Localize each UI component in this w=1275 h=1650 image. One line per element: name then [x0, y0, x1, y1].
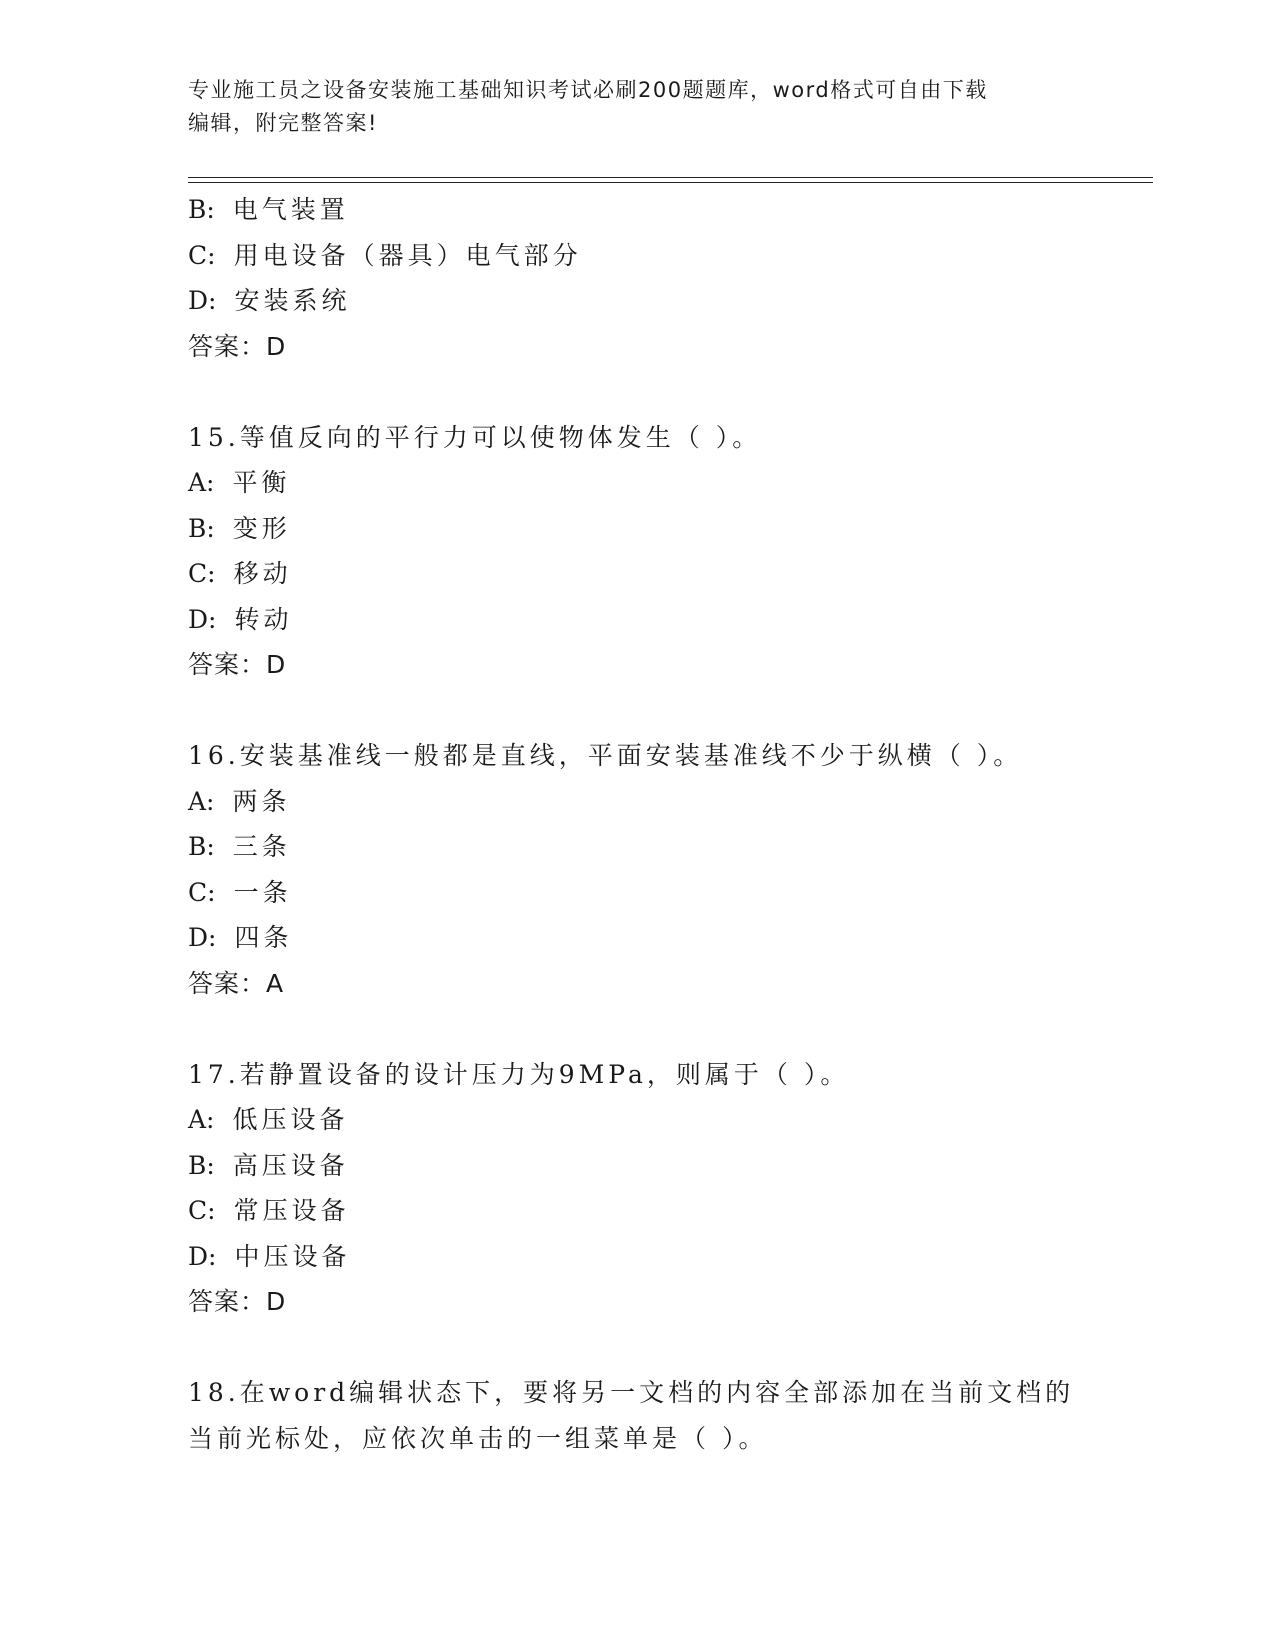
option-d — [188, 597, 1148, 643]
option-letter: D: — [188, 1241, 217, 1271]
question-text: 17.若静置设备的设计压力为9MPa，则属于（ ）。 — [188, 1059, 850, 1089]
option-letter: D: — [188, 604, 217, 634]
header-line-2: 编辑，附完整答案! — [188, 111, 378, 135]
option-text: 安装系统 — [234, 286, 351, 315]
option-letter: B: — [188, 1150, 215, 1180]
option-text: 用电设备（器具）电气部分 — [233, 240, 582, 270]
answer-line: 答案：D — [188, 1287, 287, 1316]
option-letter: B: — [188, 195, 215, 224]
option-letter: D: — [188, 923, 217, 952]
option-c — [188, 233, 1148, 279]
option-text: 一条 — [233, 877, 292, 907]
document-header — [188, 74, 1088, 140]
header-divider-bottom — [188, 182, 1153, 183]
header-divider-top — [188, 177, 1153, 178]
answer-line: 答案：A — [188, 968, 285, 998]
question-text-line-1: 18.在word编辑状态下，要将另一文档的内容全部添加在当前文档的 — [188, 1378, 1075, 1407]
question-text: 16.安装基准线一般都是直线，平面安装基准线不少于纵横（ ）。 — [188, 741, 1023, 770]
option-text: 低压设备 — [232, 1105, 349, 1134]
option-text: 三条 — [232, 832, 291, 861]
answer-line: 答案：D — [188, 650, 287, 679]
option-text: 常压设备 — [233, 1196, 350, 1225]
option-letter: A: — [188, 468, 215, 497]
option-letter: A: — [188, 786, 215, 816]
question-16 — [188, 733, 1148, 1006]
option-text: 转动 — [234, 604, 293, 634]
question-17 — [188, 1052, 1148, 1325]
question-text-line-2: 当前光标处，应依次单击的一组菜单是（ ）。 — [188, 1423, 768, 1453]
option-b — [188, 824, 1148, 870]
option-letter: B: — [188, 832, 215, 861]
header-line-1: 专业施工员之设备安装施工基础知识考试必刷200题题库，word格式可自由下载 — [188, 78, 988, 102]
document-body — [188, 187, 1148, 1461]
option-c — [188, 1188, 1148, 1234]
option-letter: C: — [188, 877, 216, 907]
question-15 — [188, 415, 1148, 688]
option-letter: C: — [188, 240, 216, 270]
option-letter: D: — [188, 286, 217, 315]
option-a — [188, 779, 1148, 825]
option-text: 中压设备 — [234, 1241, 351, 1271]
option-c — [188, 551, 1148, 597]
option-text: 移动 — [233, 559, 292, 588]
question-18 — [188, 1370, 1148, 1461]
option-text: 平衡 — [232, 468, 291, 497]
option-text: 变形 — [232, 513, 291, 543]
option-letter: A: — [188, 1105, 215, 1134]
option-letter: C: — [188, 559, 216, 588]
option-a — [188, 460, 1148, 506]
option-letter: C: — [188, 1196, 216, 1225]
option-letter: B: — [188, 513, 215, 543]
option-text: 电气装置 — [232, 195, 349, 224]
question-14 — [188, 187, 1148, 369]
option-d — [188, 278, 1148, 324]
option-a — [188, 1097, 1148, 1143]
option-d — [188, 915, 1148, 961]
option-b — [188, 1143, 1148, 1189]
option-d — [188, 1234, 1148, 1280]
option-b — [188, 506, 1148, 552]
option-c — [188, 870, 1148, 916]
option-text: 两条 — [232, 786, 291, 816]
option-text: 四条 — [234, 923, 293, 952]
option-text: 高压设备 — [232, 1150, 349, 1180]
answer-line: 答案：D — [188, 331, 287, 361]
option-b — [188, 187, 1148, 233]
question-text: 15.等值反向的平行力可以使物体发生（ ）。 — [188, 422, 762, 452]
